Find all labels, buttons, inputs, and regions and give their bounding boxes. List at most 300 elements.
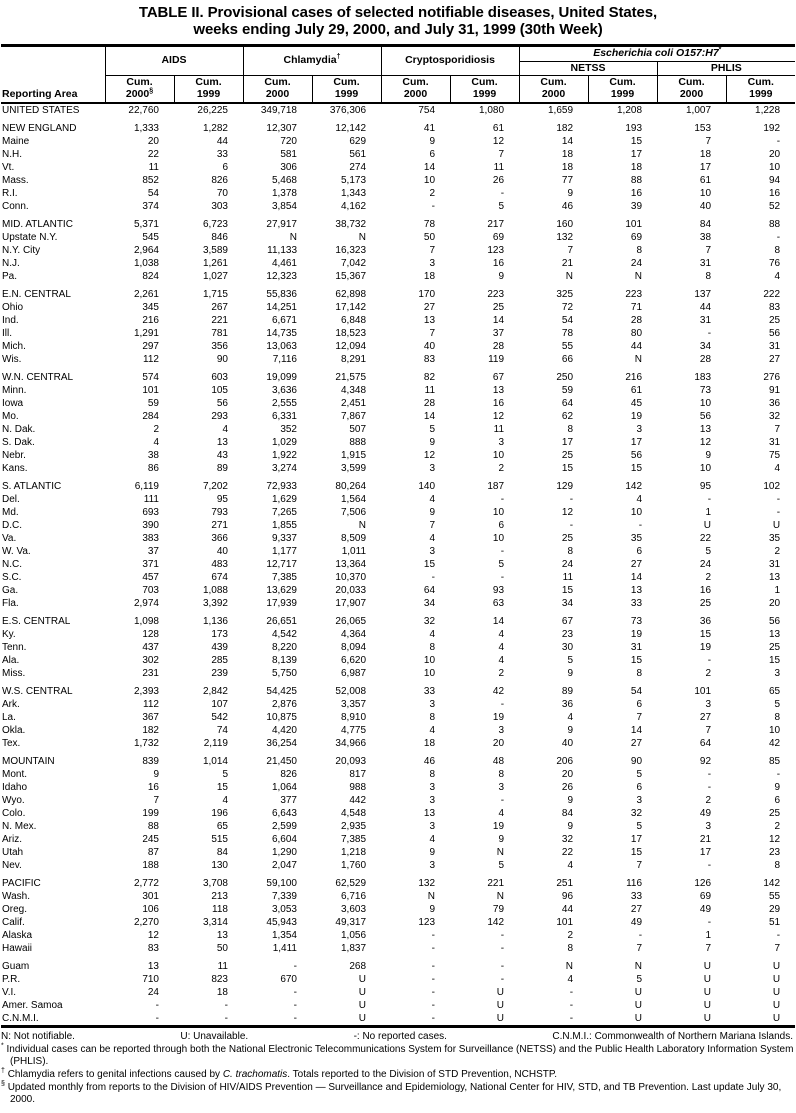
value-cell: 7 bbox=[705, 136, 712, 147]
value-cell: 349,718 bbox=[260, 105, 297, 116]
value-cell: - bbox=[638, 930, 643, 941]
table-row bbox=[1, 724, 795, 737]
value-cell: 52 bbox=[768, 201, 781, 212]
value-cell: 8,220 bbox=[271, 642, 297, 653]
table-row bbox=[1, 859, 795, 872]
value-cell: - bbox=[431, 572, 436, 583]
value-cell: 4,548 bbox=[340, 808, 367, 819]
value-cell: 13 bbox=[768, 629, 781, 640]
value-cell: N bbox=[634, 354, 643, 365]
data-table bbox=[1, 44, 795, 1028]
value-cell: 17,939 bbox=[266, 598, 297, 609]
table-row bbox=[1, 371, 795, 384]
value-cell: 40 bbox=[216, 546, 228, 557]
value-cell: 1,080 bbox=[479, 105, 505, 116]
value-cell: 129 bbox=[556, 481, 574, 492]
value-cell: 216 bbox=[142, 315, 159, 326]
value-cell: 4 bbox=[498, 808, 505, 819]
reporting-area-cell: Tex. bbox=[2, 738, 21, 749]
value-cell: - bbox=[569, 494, 574, 505]
value-cell: 251 bbox=[556, 878, 574, 889]
value-cell: 15 bbox=[561, 463, 574, 474]
value-cell: - bbox=[776, 507, 781, 518]
table-row bbox=[1, 903, 795, 916]
value-cell: N bbox=[565, 961, 574, 972]
value-cell: 7,042 bbox=[340, 258, 367, 269]
value-cell: 6,723 bbox=[202, 219, 228, 230]
value-cell: 3,708 bbox=[202, 878, 228, 889]
value-cell: - bbox=[500, 943, 505, 954]
value-cell: - bbox=[776, 930, 781, 941]
value-cell: 5 bbox=[429, 424, 436, 435]
value-cell: 10 bbox=[492, 450, 505, 461]
value-cell: 826 bbox=[211, 175, 228, 186]
value-cell: - bbox=[519, 1012, 588, 1027]
value-cell: 142 bbox=[763, 878, 781, 889]
value-cell: 306 bbox=[280, 162, 297, 173]
value-cell: 182 bbox=[142, 725, 159, 736]
value-cell: 89 bbox=[216, 463, 228, 474]
value-cell: 3 bbox=[429, 463, 436, 474]
value-cell: 6,620 bbox=[340, 655, 367, 666]
value-cell: 3,053 bbox=[271, 904, 297, 915]
value-cell: 9 bbox=[567, 668, 574, 679]
legend-not-notifiable: N: Not notifiable. bbox=[1, 1031, 75, 1042]
value-cell: 542 bbox=[211, 712, 228, 723]
value-cell: 16 bbox=[630, 188, 643, 199]
value-cell: 216 bbox=[625, 372, 643, 383]
value-cell: 6,119 bbox=[134, 481, 159, 492]
value-cell: 846 bbox=[211, 232, 228, 243]
table-row bbox=[1, 846, 795, 859]
value-cell: 9 bbox=[567, 795, 574, 806]
cum-header-5: Cum. 1999 bbox=[450, 76, 519, 104]
reporting-area-cell: D.C. bbox=[2, 520, 22, 531]
value-cell: 187 bbox=[487, 481, 505, 492]
reporting-area-cell: W.S. CENTRAL bbox=[2, 686, 73, 697]
reporting-area-cell: Md. bbox=[2, 507, 19, 518]
value-cell: 8 bbox=[774, 860, 781, 871]
value-cell: 123 bbox=[487, 245, 505, 256]
reporting-area-cell: N. Dak. bbox=[2, 424, 36, 435]
table-row bbox=[1, 1012, 795, 1027]
value-cell: - bbox=[431, 987, 436, 998]
value-cell: 3 bbox=[705, 699, 712, 710]
value-cell: 12 bbox=[423, 450, 436, 461]
value-cell: 25 bbox=[768, 315, 781, 326]
value-cell: - bbox=[638, 520, 643, 531]
value-cell: 14 bbox=[492, 315, 505, 326]
value-cell: 54 bbox=[630, 686, 643, 697]
value-cell: 20,033 bbox=[335, 585, 367, 596]
table-row bbox=[1, 218, 795, 231]
value-cell: 34 bbox=[699, 341, 712, 352]
table-row bbox=[1, 257, 795, 270]
value-cell: 374 bbox=[142, 201, 159, 212]
value-cell: 15 bbox=[630, 463, 643, 474]
value-cell: 2,876 bbox=[271, 699, 297, 710]
value-cell: 2 bbox=[705, 572, 712, 583]
value-cell: 42 bbox=[768, 738, 781, 749]
value-cell: 27 bbox=[630, 559, 643, 570]
value-cell: 7,385 bbox=[340, 834, 367, 845]
value-cell: 5 bbox=[636, 974, 643, 985]
value-cell: 3,589 bbox=[202, 245, 228, 256]
value-cell: 192 bbox=[763, 123, 781, 134]
reporting-area-cell: Pa. bbox=[2, 271, 18, 282]
value-cell: 285 bbox=[211, 655, 228, 666]
value-cell: 367 bbox=[142, 712, 159, 723]
value-cell: U bbox=[772, 1000, 781, 1011]
value-cell: 15 bbox=[630, 655, 643, 666]
value-cell: 69 bbox=[492, 232, 505, 243]
footnote-marker: † bbox=[1, 1067, 5, 1075]
value-cell: 45,943 bbox=[266, 917, 297, 928]
value-cell: 2,555 bbox=[271, 398, 297, 409]
value-cell: 356 bbox=[211, 341, 228, 352]
value-cell: 267 bbox=[211, 302, 228, 313]
value-cell: 18 bbox=[423, 271, 436, 282]
value-cell: 132 bbox=[556, 232, 574, 243]
value-cell: 10 bbox=[423, 668, 436, 679]
value-cell: 4 bbox=[429, 494, 436, 505]
value-cell: 61 bbox=[492, 123, 505, 134]
value-cell: 9 bbox=[498, 834, 505, 845]
value-cell: 10,370 bbox=[335, 572, 367, 583]
value-cell: 40 bbox=[423, 341, 436, 352]
value-cell: 6 bbox=[429, 149, 436, 160]
value-cell: 1,007 bbox=[686, 105, 712, 116]
value-cell: - bbox=[707, 655, 712, 666]
value-cell: 376,306 bbox=[329, 105, 367, 116]
value-cell: 4 bbox=[222, 424, 228, 435]
value-cell: 1,290 bbox=[271, 847, 297, 858]
value-cell: U bbox=[703, 974, 712, 985]
value-cell: 9 bbox=[429, 136, 436, 147]
value-cell: 10 bbox=[699, 188, 712, 199]
table-row bbox=[1, 597, 795, 610]
reporting-area-cell: Ark. bbox=[2, 699, 20, 710]
value-cell: 1,343 bbox=[340, 188, 367, 199]
value-cell: 4,775 bbox=[340, 725, 367, 736]
value-cell: 107 bbox=[211, 699, 228, 710]
cum-header-1: Cum. 1999 bbox=[174, 76, 243, 104]
value-cell: 4,162 bbox=[340, 201, 367, 212]
value-cell: 112 bbox=[143, 354, 159, 365]
value-cell: 15,367 bbox=[335, 271, 367, 282]
value-cell: 371 bbox=[142, 559, 159, 570]
value-cell: - bbox=[381, 1012, 450, 1027]
value-cell: 2 bbox=[705, 795, 712, 806]
value-cell: 3 bbox=[429, 258, 436, 269]
value-cell: 13 bbox=[423, 315, 436, 326]
value-cell: 36 bbox=[561, 699, 574, 710]
value-cell: 223 bbox=[625, 289, 643, 300]
value-cell: 42 bbox=[492, 686, 505, 697]
value-cell: 293 bbox=[211, 411, 228, 422]
value-cell: 754 bbox=[418, 105, 436, 116]
value-cell: 2 bbox=[705, 668, 712, 679]
value-cell: 8 bbox=[429, 769, 436, 780]
value-cell: 6 bbox=[498, 520, 505, 531]
value-cell: 274 bbox=[349, 162, 367, 173]
value-cell: 12 bbox=[699, 437, 712, 448]
value-cell: 13 bbox=[423, 808, 436, 819]
reporting-area-cell: C.N.M.I. bbox=[1, 1012, 105, 1027]
reporting-area-cell: Minn. bbox=[2, 385, 27, 396]
value-cell: 6,848 bbox=[340, 315, 367, 326]
value-cell: 10 bbox=[768, 725, 781, 736]
value-cell: 96 bbox=[561, 891, 574, 902]
value-cell: 14 bbox=[492, 616, 505, 627]
value-cell: 69 bbox=[699, 891, 712, 902]
reporting-area-cell: Ind. bbox=[2, 315, 19, 326]
value-cell: 62,529 bbox=[335, 878, 367, 889]
legend-cnmi: C.N.M.I.: Commonwealth of Northern Mariana Islands. bbox=[552, 1031, 793, 1042]
value-cell: 26,065 bbox=[335, 616, 367, 627]
value-cell: 32 bbox=[768, 411, 781, 422]
value-cell: 1,333 bbox=[133, 123, 159, 134]
value-cell: 17,907 bbox=[335, 598, 367, 609]
value-cell: 4,542 bbox=[271, 629, 297, 640]
footnote-marker: * bbox=[1, 1042, 4, 1050]
value-cell: 38 bbox=[147, 450, 159, 461]
value-cell: - bbox=[569, 520, 574, 531]
value-cell: 5 bbox=[705, 546, 712, 557]
value-cell: 988 bbox=[349, 782, 367, 793]
value-cell: 1,088 bbox=[202, 585, 228, 596]
value-cell: 223 bbox=[487, 289, 505, 300]
value-cell: U bbox=[772, 520, 781, 531]
value-cell: 8 bbox=[636, 668, 643, 679]
value-cell: 86 bbox=[147, 463, 159, 474]
value-cell: 6,671 bbox=[271, 315, 297, 326]
value-cell: 1,218 bbox=[340, 847, 367, 858]
value-cell: 1,014 bbox=[202, 756, 228, 767]
value-cell: N bbox=[358, 520, 367, 531]
value-cell: 140 bbox=[418, 481, 436, 492]
value-cell: 2 bbox=[498, 463, 505, 474]
cum-header-3: Cum. 1999 bbox=[312, 76, 381, 104]
value-cell: 5 bbox=[636, 769, 643, 780]
value-cell: 78 bbox=[423, 219, 436, 230]
value-cell: 27 bbox=[699, 712, 712, 723]
table-row bbox=[1, 231, 795, 244]
value-cell: 85 bbox=[768, 756, 781, 767]
value-cell: N bbox=[496, 847, 505, 858]
value-cell: 7 bbox=[636, 860, 643, 871]
value-cell: U bbox=[726, 1012, 795, 1027]
value-cell: 18 bbox=[423, 738, 436, 749]
value-cell: 3,603 bbox=[340, 904, 367, 915]
value-cell: 3,274 bbox=[271, 463, 297, 474]
reporting-area-cell: S. Dak. bbox=[2, 437, 35, 448]
table-row bbox=[1, 161, 795, 174]
value-cell: 46 bbox=[423, 756, 436, 767]
value-cell: 116 bbox=[626, 878, 643, 889]
value-cell: 3 bbox=[705, 821, 712, 832]
value-cell: 2 bbox=[567, 930, 574, 941]
table-row bbox=[1, 103, 795, 117]
value-cell: 213 bbox=[211, 891, 228, 902]
value-cell: 64 bbox=[561, 398, 574, 409]
reporting-area-cell: Calif. bbox=[2, 917, 25, 928]
table-row bbox=[1, 174, 795, 187]
value-cell: 153 bbox=[694, 123, 712, 134]
value-cell: 51 bbox=[768, 917, 781, 928]
value-cell: 64 bbox=[423, 585, 436, 596]
value-cell: 105 bbox=[211, 385, 228, 396]
value-cell: 5,371 bbox=[133, 219, 159, 230]
value-cell: 9 bbox=[567, 188, 574, 199]
column-group-cryptosporidiosis: Cryptosporidiosis bbox=[381, 46, 519, 76]
value-cell: 123 bbox=[418, 917, 436, 928]
value-cell: 3 bbox=[429, 860, 436, 871]
value-cell: - bbox=[500, 961, 505, 972]
value-cell: 20 bbox=[147, 136, 159, 147]
cum-header-7: Cum. 1999 bbox=[588, 76, 657, 104]
value-cell: 6,716 bbox=[340, 891, 367, 902]
value-cell: 44 bbox=[630, 341, 643, 352]
value-cell: 17 bbox=[630, 834, 643, 845]
value-cell: 629 bbox=[349, 136, 367, 147]
reporting-area-cell: Vt. bbox=[2, 162, 15, 173]
value-cell: 196 bbox=[211, 808, 228, 819]
value-cell: 13 bbox=[216, 437, 228, 448]
reporting-area-cell: Tenn. bbox=[2, 642, 27, 653]
value-cell: 32 bbox=[423, 616, 436, 627]
footnote-marker: § bbox=[1, 1080, 5, 1088]
value-cell: 24 bbox=[630, 258, 643, 269]
value-cell: 9 bbox=[498, 271, 505, 282]
footnotes bbox=[1, 1031, 795, 1106]
value-cell: 9 bbox=[429, 507, 436, 518]
value-cell: 7 bbox=[498, 149, 505, 160]
value-cell: 88 bbox=[630, 175, 643, 186]
value-cell: 4,364 bbox=[340, 629, 367, 640]
value-cell: 1,261 bbox=[202, 258, 228, 269]
value-cell: 31 bbox=[768, 437, 781, 448]
table-body bbox=[1, 103, 795, 1027]
value-cell: 6,987 bbox=[340, 668, 367, 679]
value-cell: 6 bbox=[636, 546, 643, 557]
value-cell: 43 bbox=[216, 450, 228, 461]
value-cell: 28 bbox=[630, 315, 643, 326]
value-cell: 4,461 bbox=[271, 258, 297, 269]
value-cell: - bbox=[500, 572, 505, 583]
value-cell: 90 bbox=[216, 354, 228, 365]
value-cell: 377 bbox=[280, 795, 297, 806]
value-cell: - bbox=[431, 974, 436, 985]
value-cell: 271 bbox=[211, 520, 228, 531]
value-cell: 483 bbox=[211, 559, 228, 570]
value-cell: 2 bbox=[153, 424, 159, 435]
value-cell: 1,136 bbox=[202, 616, 228, 627]
value-cell: 15 bbox=[768, 655, 781, 666]
value-cell: 18 bbox=[630, 162, 643, 173]
value-cell: 12 bbox=[561, 507, 574, 518]
value-cell: 1,011 bbox=[341, 546, 367, 557]
table-row bbox=[1, 384, 795, 397]
column-group-chlamydia: Chlamydia† bbox=[243, 46, 381, 76]
value-cell: 49 bbox=[699, 808, 712, 819]
value-cell: 24 bbox=[699, 559, 712, 570]
value-cell: 1,177 bbox=[271, 546, 297, 557]
table-row bbox=[1, 667, 795, 680]
value-cell: 888 bbox=[349, 437, 367, 448]
value-cell: 21 bbox=[561, 258, 574, 269]
table-row bbox=[1, 628, 795, 641]
value-cell: 7,265 bbox=[271, 507, 297, 518]
reporting-area-cell: Ohio bbox=[2, 302, 24, 313]
footnote-1: † Chlamydia refers to genital infections caused by C. trachomatis. Totals reported to the Division of STD Prevention, NCHSTP. bbox=[1, 1067, 558, 1080]
value-cell: 25 bbox=[768, 808, 781, 819]
value-cell: 4,420 bbox=[271, 725, 297, 736]
table-row bbox=[1, 314, 795, 327]
value-cell: 1,208 bbox=[617, 105, 643, 116]
value-cell: 50 bbox=[423, 232, 436, 243]
value-cell: 5,468 bbox=[271, 175, 297, 186]
value-cell: 8 bbox=[705, 271, 712, 282]
value-cell: 3 bbox=[429, 546, 436, 557]
value-cell: 16 bbox=[492, 398, 505, 409]
value-cell: 69 bbox=[630, 232, 643, 243]
value-cell: 46 bbox=[561, 201, 574, 212]
value-cell: U bbox=[358, 1000, 367, 1011]
value-cell: 173 bbox=[211, 629, 228, 640]
value-cell: 31 bbox=[699, 258, 712, 269]
table-title bbox=[1, 5, 795, 38]
value-cell: 83 bbox=[423, 354, 436, 365]
value-cell: 383 bbox=[142, 533, 159, 544]
value-cell: 7,506 bbox=[340, 507, 367, 518]
value-cell: 793 bbox=[211, 507, 228, 518]
value-cell: 84 bbox=[216, 847, 228, 858]
value-cell: 7 bbox=[636, 943, 643, 954]
value-cell: - bbox=[569, 987, 574, 998]
value-cell: 27,917 bbox=[266, 219, 297, 230]
value-cell: 6,331 bbox=[271, 411, 297, 422]
value-cell: 1 bbox=[705, 930, 712, 941]
value-cell: 54 bbox=[147, 188, 159, 199]
table-row bbox=[1, 462, 795, 475]
value-cell: 79 bbox=[492, 904, 505, 915]
value-cell: 17 bbox=[630, 437, 643, 448]
value-cell: 59,100 bbox=[266, 878, 297, 889]
value-cell: 34,966 bbox=[335, 738, 367, 749]
value-cell: 84 bbox=[699, 219, 712, 230]
value-cell: 29 bbox=[768, 904, 781, 915]
value-cell: - bbox=[707, 782, 712, 793]
value-cell: 8,291 bbox=[340, 354, 367, 365]
value-cell: 5 bbox=[498, 201, 505, 212]
value-cell: 710 bbox=[142, 974, 159, 985]
value-cell: 5,750 bbox=[271, 668, 297, 679]
value-cell: 90 bbox=[630, 756, 643, 767]
value-cell: 2,451 bbox=[340, 398, 367, 409]
value-cell: 93 bbox=[492, 585, 505, 596]
value-cell: 80,264 bbox=[335, 481, 367, 492]
value-cell: 56 bbox=[768, 616, 781, 627]
table-row bbox=[1, 122, 795, 135]
table-row bbox=[1, 506, 795, 519]
reporting-area-cell: Wis. bbox=[2, 354, 22, 365]
value-cell: 33 bbox=[216, 149, 228, 160]
value-cell: 12 bbox=[768, 834, 781, 845]
value-cell: 14,735 bbox=[266, 328, 297, 339]
value-cell: 284 bbox=[142, 411, 159, 422]
value-cell: 217 bbox=[487, 219, 505, 230]
